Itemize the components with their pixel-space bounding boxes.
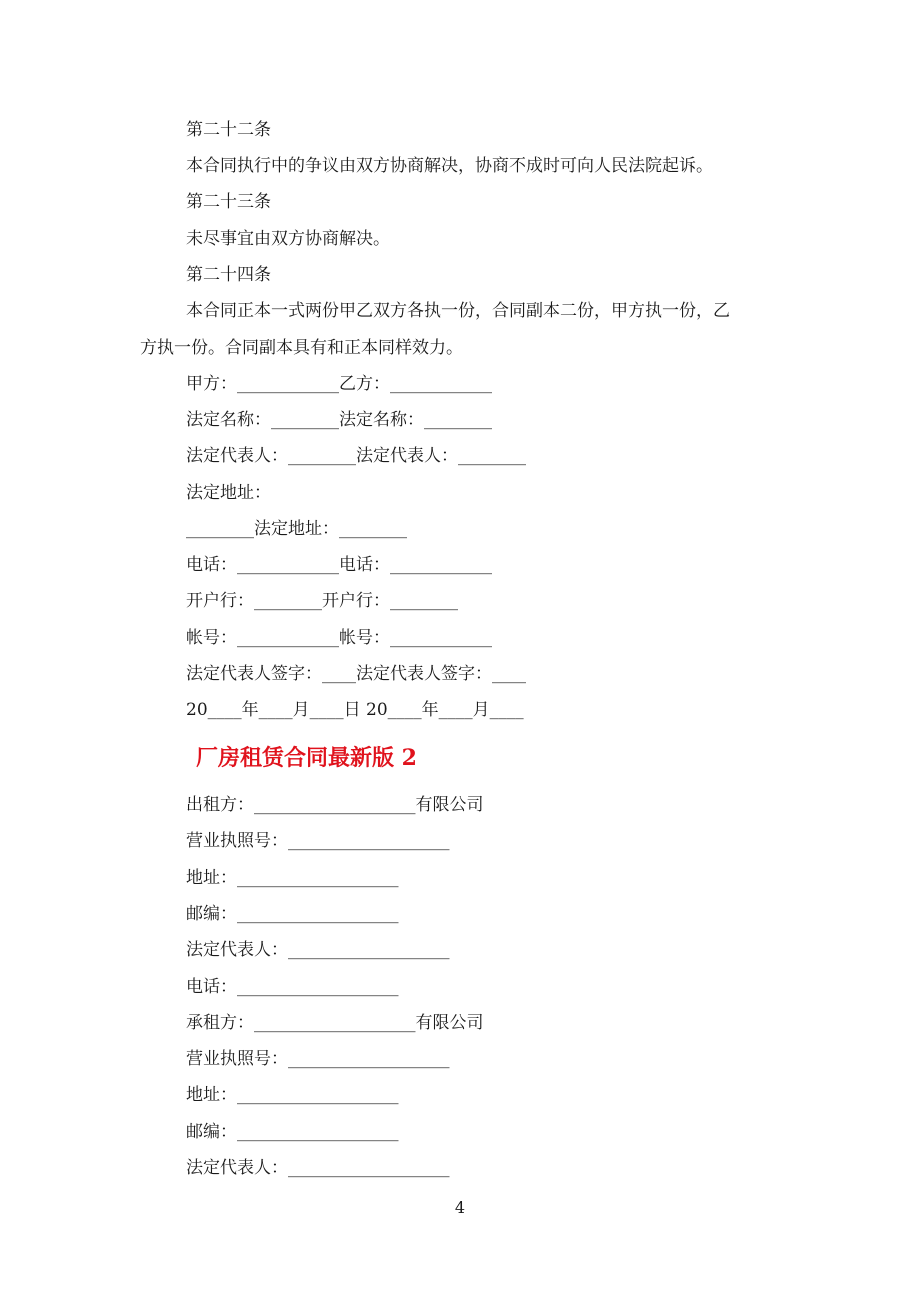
lessor-address: 地址：___________________: [186, 868, 399, 888]
article-22-title: 第二十二条: [186, 120, 271, 140]
section-2-heading: 厂房租赁合同最新版 2: [196, 745, 417, 771]
lessor-license: 营业执照号：___________________: [186, 831, 450, 851]
lessor-legal-rep: 法定代表人：___________________: [186, 940, 450, 960]
lessee-name: 承租方：___________________有限公司: [186, 1013, 484, 1033]
lessor-postcode: 邮编：___________________: [186, 904, 399, 924]
signature-rep-signature: 法定代表人签字：____法定代表人签字：____: [186, 664, 526, 684]
article-24-text-line2: 方执一份。合同副本具有和正本同样效力。: [140, 338, 463, 358]
page-number: 4: [454, 1198, 466, 1217]
lessor-name: 出租方：___________________有限公司: [186, 795, 484, 815]
signature-parties: 甲方：____________乙方：____________: [186, 374, 492, 394]
article-22-text: 本合同执行中的争议由双方协商解决，协商不成时可向人民法院起诉。: [186, 156, 713, 176]
signature-bank: 开户行：________开户行：________: [186, 591, 458, 611]
lessee-legal-rep: 法定代表人：___________________: [186, 1158, 450, 1178]
signature-date: 20____年____月____日 20____年____月____: [186, 700, 524, 720]
signature-legal-rep: 法定代表人：________法定代表人：________: [186, 446, 526, 466]
article-24-text-line1: 本合同正本一式两份甲乙双方各执一份，合同副本二份，甲方执一份，乙: [186, 301, 730, 321]
lessor-phone: 电话：___________________: [186, 977, 399, 997]
signature-account: 帐号：____________帐号：____________: [186, 628, 492, 648]
signature-legal-address-label: 法定地址：: [186, 483, 271, 503]
article-23-title: 第二十三条: [186, 192, 271, 212]
article-23-text: 未尽事宜由双方协商解决。: [186, 229, 390, 249]
lessee-address: 地址：___________________: [186, 1085, 399, 1105]
signature-legal-address-line: ________法定地址：________: [186, 519, 407, 539]
article-24-title: 第二十四条: [186, 265, 271, 285]
signature-phone: 电话：____________电话：____________: [186, 555, 492, 575]
lessee-license: 营业执照号：___________________: [186, 1049, 450, 1069]
signature-legal-name: 法定名称：________法定名称：________: [186, 410, 492, 430]
lessee-postcode: 邮编：___________________: [186, 1122, 399, 1142]
